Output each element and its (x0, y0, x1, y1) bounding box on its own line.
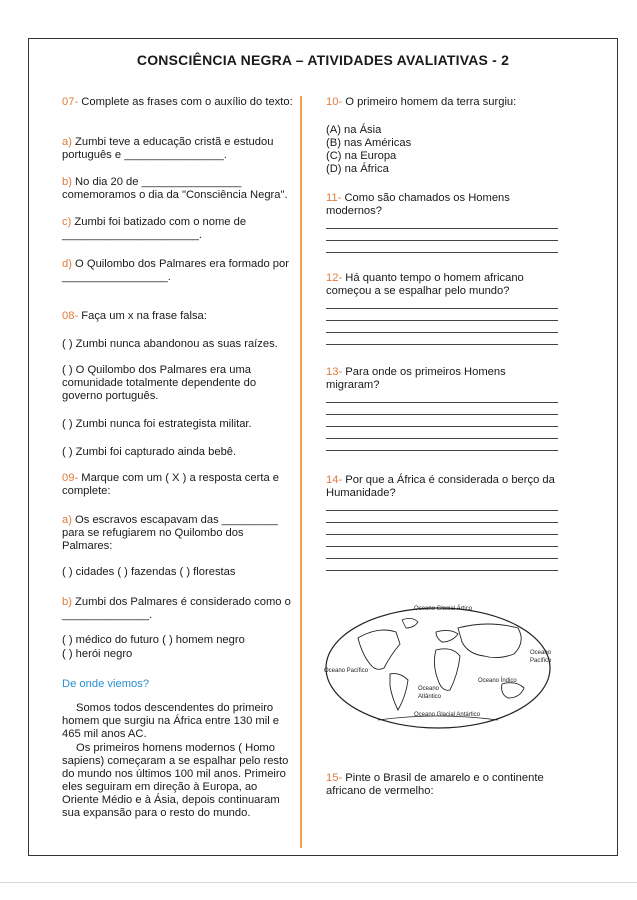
map-label-artico: Oceano Glacial Ártico (414, 606, 473, 612)
question-09-b (62, 596, 294, 622)
item-letter: a) (62, 136, 72, 148)
map-label-atlantico-2: Atlântico (418, 694, 442, 700)
answer-line (326, 426, 558, 427)
option-a: (A) na Ásia (326, 124, 382, 136)
answer-line (326, 320, 558, 321)
map-label-pacifico-right-1: Oceano (530, 650, 552, 656)
question-08-option-2: ( ) O Quilombo dos Palmares era uma comunidade totalmente dependente do governo português. (62, 364, 257, 402)
answer-line (326, 240, 558, 241)
item-letter: b) (62, 596, 72, 608)
question-prompt: Pinte o Brasil de amarelo e o continente africano de vermelho: (326, 772, 544, 797)
item-letter: c) (62, 216, 72, 228)
fill-in-sentence: No dia 20 de ________________ comemoramos o dia da "Consciência Negra". (62, 176, 288, 201)
reading-heading: De onde viemos? (62, 678, 150, 690)
question-07-d (62, 258, 294, 284)
scan-edge (0, 882, 637, 883)
answer-line (326, 228, 558, 229)
question-07-a (62, 136, 294, 162)
question-15 (326, 772, 558, 798)
question-number: 15- (326, 772, 343, 784)
question-09 (62, 472, 294, 498)
answer-line (326, 558, 558, 559)
map-label-antartico: Oceano Glacial Antártico (414, 712, 481, 718)
question-number: 14- (326, 474, 343, 486)
option-b: (B) nas Américas (326, 137, 412, 149)
question-09-b-options-2: ( ) herói negro (62, 648, 133, 660)
reading-paragraph-2: Os primeiros homens modernos ( Homo sapiens) começaram a se espalhar pelo resto do mundo nos últimos 100 mil anos. Primeiro eles seguiram em direção à Europa, ao Oriente Médio e à Ásia, depois continuaram sua expansão para o resto do mundo. (62, 742, 289, 819)
question-number: 07- (62, 96, 79, 108)
map-label-pacifico-right-2: Pacífico (530, 658, 552, 664)
question-11 (326, 192, 558, 253)
question-prompt: Para onde os primeiros Homens migraram? (326, 366, 506, 391)
fill-in-sentence: Zumbi foi batizado com o nome de ______________________. (62, 216, 247, 241)
question-09-b-options-1: ( ) médico do futuro ( ) homem negro (62, 634, 245, 646)
question-prompt: Há quanto tempo o homem africano começou a se espalhar pelo mundo? (326, 272, 524, 297)
answer-line (326, 332, 558, 333)
item-letter: a) (62, 514, 72, 526)
question-number: 13- (326, 366, 343, 378)
answer-line (326, 522, 558, 523)
answer-line (326, 450, 558, 451)
question-prompt: Faça um x na frase falsa: (78, 310, 207, 322)
question-09-a (62, 514, 294, 553)
answer-line (326, 510, 558, 511)
item-letter: d) (62, 258, 72, 270)
fill-in-sentence: Os escravos escapavam das _________ para se refugiarem no Quilombo dos Palmares: (62, 514, 278, 552)
answer-line (326, 546, 558, 547)
page-title: CONSCIÊNCIA NEGRA – ATIVIDADES AVALIATIVAS - 2 (136, 52, 510, 68)
world-map (318, 598, 558, 736)
map-label-indico: Oceano Índico (478, 678, 517, 684)
question-12 (326, 272, 558, 345)
answer-line (326, 308, 558, 309)
fill-in-sentence: Zumbi dos Palmares é considerado como o ______________. (62, 596, 291, 621)
question-08-option-1: ( ) Zumbi nunca abandonou as suas raízes. (62, 338, 278, 350)
question-14 (326, 474, 558, 571)
question-07-c (62, 216, 294, 242)
question-number: 08- (62, 310, 79, 322)
map-label-atlantico-1: Oceano (418, 686, 440, 692)
question-08-option-4: ( ) Zumbi foi capturado ainda bebê. (62, 446, 237, 458)
question-prompt: Como são chamados os Homens modernos? (326, 192, 510, 217)
option-c: (C) na Europa (326, 150, 397, 162)
question-13 (326, 366, 558, 451)
question-07-b (62, 176, 294, 202)
question-number: 10- (326, 96, 343, 108)
question-number: 12- (326, 272, 343, 284)
fill-in-sentence: Zumbi teve a educação cristã e estudou português e ________________. (62, 136, 274, 161)
question-10-options (326, 124, 558, 176)
fill-in-sentence: O Quilombo dos Palmares era formado por _________________. (62, 258, 289, 283)
answer-line (326, 570, 558, 571)
answer-line (326, 402, 558, 403)
item-letter: b) (62, 176, 72, 188)
option-d: (D) na África (326, 163, 389, 175)
column-divider (300, 96, 302, 848)
answer-line (326, 438, 558, 439)
map-label-pacifico-left: Oceano Pacífico (324, 668, 369, 674)
question-number: 11- (326, 192, 342, 204)
reading-paragraph-1: Somos todos descendentes do primeiro homem que surgiu na África entre 130 mil e 465 mil anos AC. (62, 702, 280, 740)
answer-line (326, 252, 558, 253)
question-prompt: Marque com um ( X ) a resposta certa e complete: (62, 472, 280, 497)
question-09-a-options: ( ) cidades ( ) fazendas ( ) florestas (62, 566, 236, 578)
question-prompt: O primeiro homem da terra surgiu: (342, 96, 517, 108)
answer-line (326, 534, 558, 535)
question-number: 09- (62, 472, 79, 484)
question-10 (326, 96, 558, 109)
question-08 (62, 310, 294, 323)
answer-line (326, 414, 558, 415)
question-prompt: Complete as frases com o auxílio do texto: (78, 96, 293, 108)
question-07 (62, 96, 294, 109)
question-08-option-3: ( ) Zumbi nunca foi estrategista militar. (62, 418, 252, 430)
world-map-drawing (318, 598, 558, 736)
answer-line (326, 344, 558, 345)
question-prompt: Por que a África é considerada o berço da Humanidade? (326, 474, 555, 499)
